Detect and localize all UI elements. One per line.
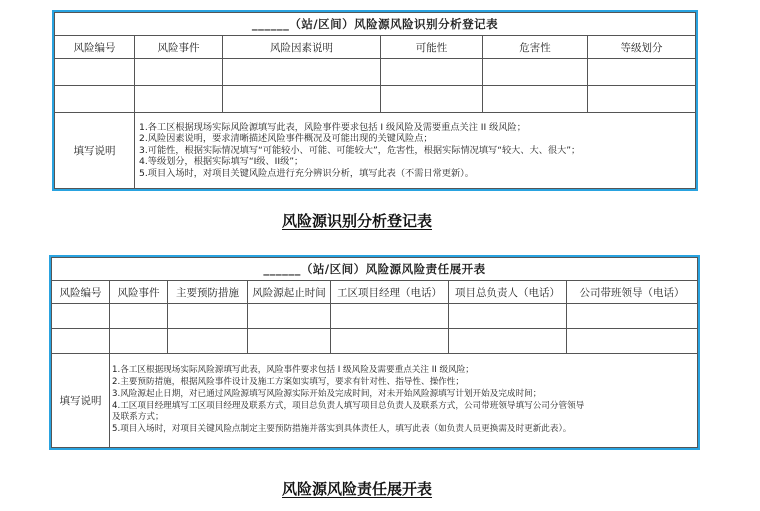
column-header: 可能性 <box>381 36 483 59</box>
empty-cell[interactable] <box>449 329 567 354</box>
empty-cell[interactable] <box>381 86 483 113</box>
empty-cell[interactable] <box>588 86 696 113</box>
note-line: 1.各工区根据现场实际风险源填写此表，风险事件要求包括 I 级风险及需要重点关注 II 级风险； <box>139 121 526 133</box>
empty-cell[interactable] <box>248 329 331 354</box>
empty-cell[interactable] <box>110 304 168 329</box>
column-header: 风险编号 <box>55 36 135 59</box>
empty-cell[interactable] <box>223 59 381 86</box>
note-line: 2.风险因素说明，要求清晰描述风险事件概况及可能出现的关键风险点； <box>139 133 433 145</box>
empty-cell[interactable] <box>168 304 248 329</box>
empty-cell[interactable] <box>135 86 223 113</box>
table-title: ______（站/区间）风险源风险责任展开表 <box>52 258 698 281</box>
notes-label: 填写说明 <box>55 113 135 189</box>
empty-cell[interactable] <box>483 86 588 113</box>
empty-cell[interactable] <box>381 59 483 86</box>
table-title: ______（站/区间）风险源风险识别分析登记表 <box>55 13 696 36</box>
empty-cell[interactable] <box>110 329 168 354</box>
note-line: 3.风险源起止日期，对已通过风险源填写风险源实际开始及完成时间，对未开始风险源填写计划开始及完成时间； <box>112 388 542 399</box>
notes-label: 填写说明 <box>52 354 110 448</box>
column-header: 项目总负责人（电话） <box>449 281 567 304</box>
empty-cell[interactable] <box>588 59 696 86</box>
column-header: 公司带班领导（电话） <box>567 281 698 304</box>
note-line: 4.工区项目经理填写工区项目经理及联系方式，项目总负责人填写项目总负责人及联系方式，公司带班领导填写公司分管领导 <box>112 400 585 411</box>
empty-cell[interactable] <box>331 304 449 329</box>
empty-cell[interactable] <box>223 86 381 113</box>
column-header: 风险事件 <box>110 281 168 304</box>
empty-cell[interactable] <box>55 86 135 113</box>
note-line: 5.项目入场时，对项目关键风险点制定主要预防措施并落实到具体责任人，填写此表（如负责人员更换需及时更新此表）。 <box>112 424 572 435</box>
empty-cell[interactable] <box>168 329 248 354</box>
column-header: 危害性 <box>483 36 588 59</box>
notes-cell <box>110 354 698 448</box>
column-header: 风险因素说明 <box>223 36 381 59</box>
note-line: 5.项目入场时，对项目关键风险点进行充分辨识分析，填写此表（不需日常更新）。 <box>139 167 474 179</box>
column-header: 风险编号 <box>52 281 110 304</box>
column-header: 工区项目经理（电话） <box>331 281 449 304</box>
note-line: 2.主要预防措施，根据风险事件设计及施工方案如实填写，要求有针对性、指导性、操作性； <box>112 376 464 387</box>
column-header: 等级划分 <box>588 36 696 59</box>
note-line: 4.等级划分，根据实际填写“I级、II级”； <box>139 156 304 168</box>
empty-cell[interactable] <box>567 304 698 329</box>
notes-cell <box>135 113 696 189</box>
note-line: 3.可能性，根据实际情况填写“可能较小、可能、可能较大”，危害性，根据实际情况填写“较大、大、很大”； <box>139 144 581 156</box>
risk-identification-table <box>52 10 698 191</box>
table-caption: 风险源识别分析登记表 <box>282 212 433 230</box>
empty-cell[interactable] <box>483 59 588 86</box>
risk-responsibility-table <box>49 255 700 450</box>
empty-cell[interactable] <box>52 304 110 329</box>
empty-cell[interactable] <box>331 329 449 354</box>
note-line: 1.各工区根据现场实际风险源填写此表，风险事件要求包括 I 级风险及需要重点关注 II 级风险； <box>112 365 474 376</box>
empty-cell[interactable] <box>248 304 331 329</box>
note-line: 及联系方式； <box>112 412 164 423</box>
table-caption: 风险源风险责任展开表 <box>282 480 433 498</box>
empty-cell[interactable] <box>52 329 110 354</box>
empty-cell[interactable] <box>55 59 135 86</box>
column-header: 风险源起止时间 <box>248 281 331 304</box>
empty-cell[interactable] <box>135 59 223 86</box>
empty-cell[interactable] <box>567 329 698 354</box>
column-header: 风险事件 <box>135 36 223 59</box>
empty-cell[interactable] <box>449 304 567 329</box>
column-header: 主要预防措施 <box>168 281 248 304</box>
